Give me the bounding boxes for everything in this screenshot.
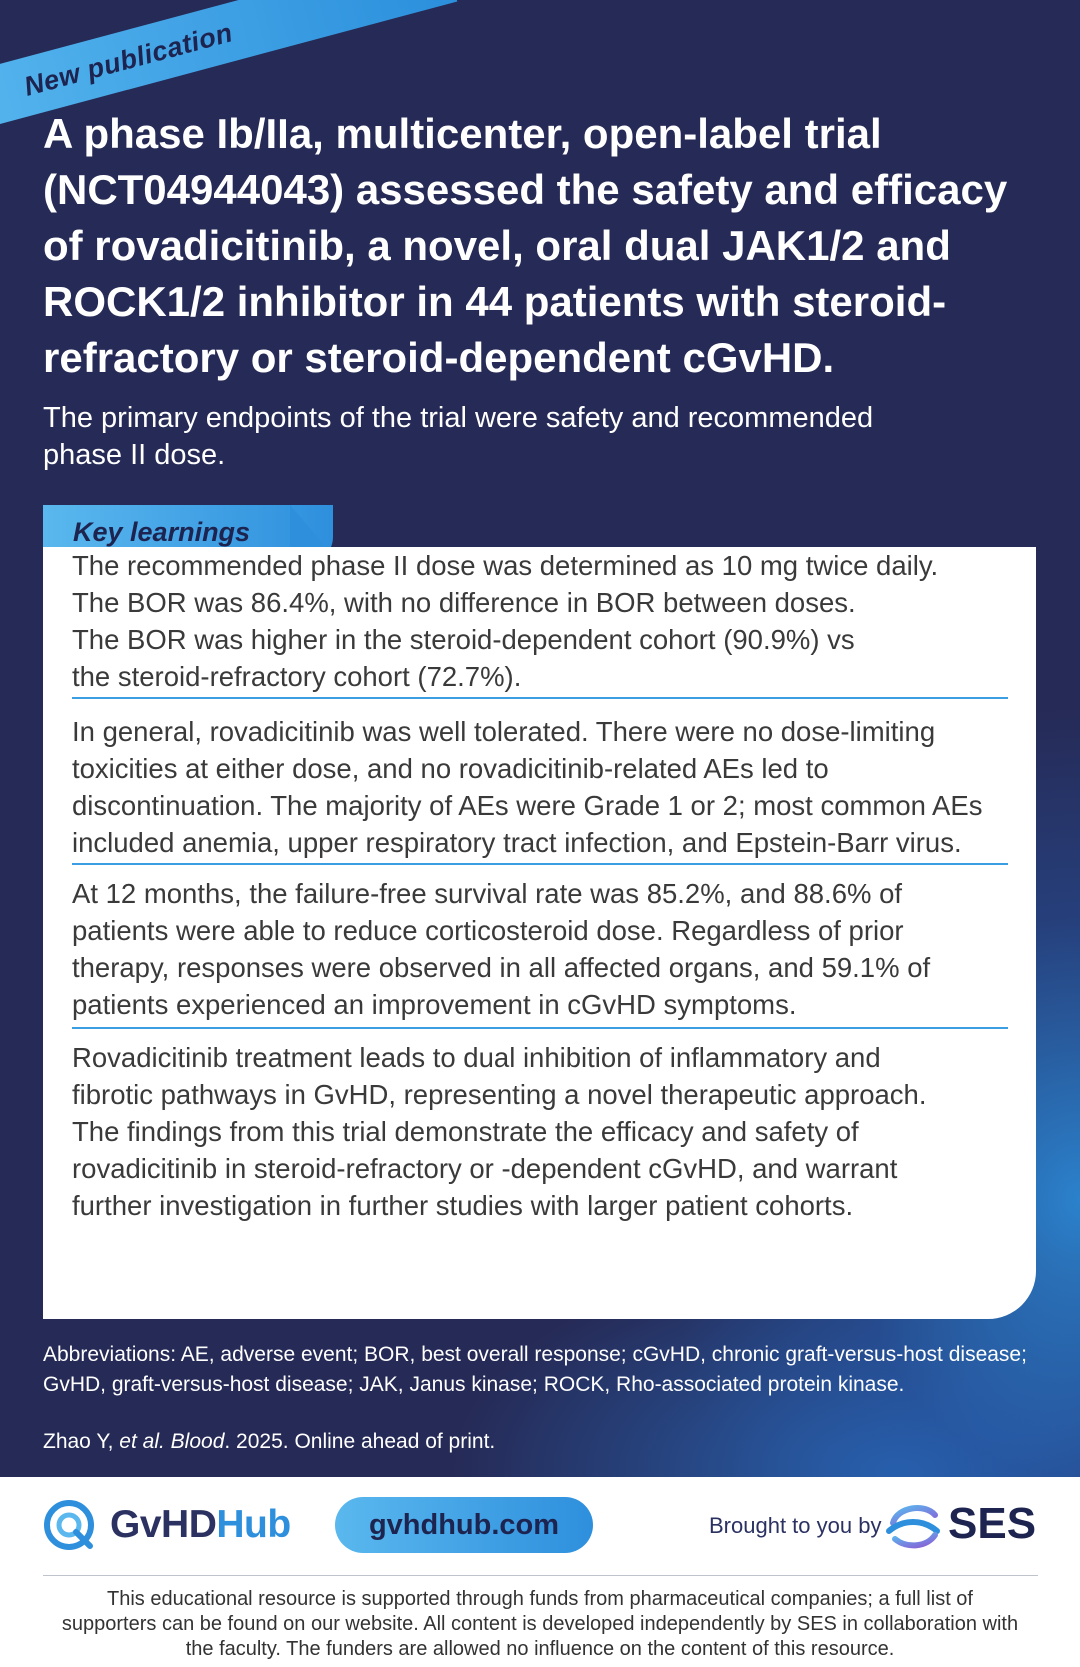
- gvhdhub-logo[interactable]: [110, 1503, 291, 1547]
- citation-authors: Zhao Y,: [43, 1430, 120, 1453]
- learning-1-line-3: The BOR was higher in the steroid-dependent cohort (90.9%) vs the steroid-refractory cohort (72.7%).: [72, 624, 855, 692]
- footer: [0, 1477, 1080, 1667]
- tab-notch: [290, 505, 326, 547]
- key-learnings-card: [43, 547, 1036, 1319]
- citation-rest: . 2025. Online ahead of print.: [224, 1430, 496, 1453]
- gvhdhub-logo-icon: [43, 1499, 95, 1551]
- learning-block-4: Rovadicitinib treatment leads to dual inhibition of inflammatory and fibrotic pathways in GvHD, representing a novel therapeutic approach. The findings from this trial demonstrate the efficacy and safety of rovadicitinib in steroid-refractory or -dependent cGvHD, and warrant further investigation in further studies with larger patient cohorts.: [72, 1042, 927, 1221]
- learning-1-line-1: The recommended phase II dose was determined as 10 mg twice daily.: [72, 550, 939, 581]
- divider-rule: [72, 697, 1008, 699]
- learning-block-1: [72, 547, 1012, 695]
- logo-text-hub: Hub: [216, 1503, 291, 1546]
- ses-logo[interactable]: SES: [948, 1499, 1037, 1548]
- learning-1-line-2: The BOR was 86.4%, with no difference in BOR between doses.: [72, 587, 856, 618]
- ses-logo-icon: [885, 1501, 943, 1549]
- page-title: A phase Ib/IIa, multicenter, open-label trial (NCT04944043) assessed the safety and efficacy of rovadicitinib, a novel, oral dual JAK1/2 and ROCK1/2 inhibitor in 44 patients with steroid-refractory or steroid-dependent cGvHD.: [43, 110, 1008, 381]
- learning-block-3: At 12 months, the failure-free survival rate was 85.2%, and 88.6% of patients were able to reduce corticosteroid dose. Regardless of prior therapy, responses were observed in all affected organs, and 59.1% of patients experienced an improvement in cGvHD symptoms.: [72, 878, 931, 1020]
- divider-rule: [72, 863, 1008, 865]
- citation-etal: et al.: [119, 1430, 165, 1453]
- divider-rule: [72, 1027, 1008, 1029]
- disclaimer: This educational resource is supported through funds from pharmaceutical companies; a full list of supporters can be found on our website. All content is developed independently by SES in collaboration with the faculty. The funders are allowed no influence on the content of this resource.: [61, 1588, 1019, 1660]
- footer-divider: [43, 1575, 1038, 1576]
- logo-text-gvhd: GvHD: [110, 1503, 217, 1546]
- abbreviations: Abbreviations: AE, adverse event; BOR, best overall response; cGvHD, chronic graft-versus-host disease; GvHD, graft-versus-host disease; JAK, Janus kinase; ROCK, Rho-associated protein kinase.: [43, 1343, 1027, 1396]
- learning-block-2: In general, rovadicitinib was well tolerated. There were no dose-limiting toxicities at either dose, and no rovadicitinib-related AEs led to discontinuation. The majority of AEs were Grade 1 or 2; most common AEs included anemia, upper respiratory tract infection, and Epstein-Barr virus.: [72, 716, 983, 858]
- citation: [43, 1430, 495, 1454]
- key-learnings-label: Key learnings: [73, 517, 251, 547]
- ribbon-label: New publication: [20, 16, 236, 102]
- citation-journal: Blood: [170, 1430, 225, 1453]
- website-link-button[interactable]: gvhdhub.com: [335, 1497, 593, 1553]
- page-subtitle: The primary endpoints of the trial were safety and recommended phase II dose.: [43, 402, 874, 471]
- brought-to-you-by: Brought to you by: [709, 1513, 882, 1538]
